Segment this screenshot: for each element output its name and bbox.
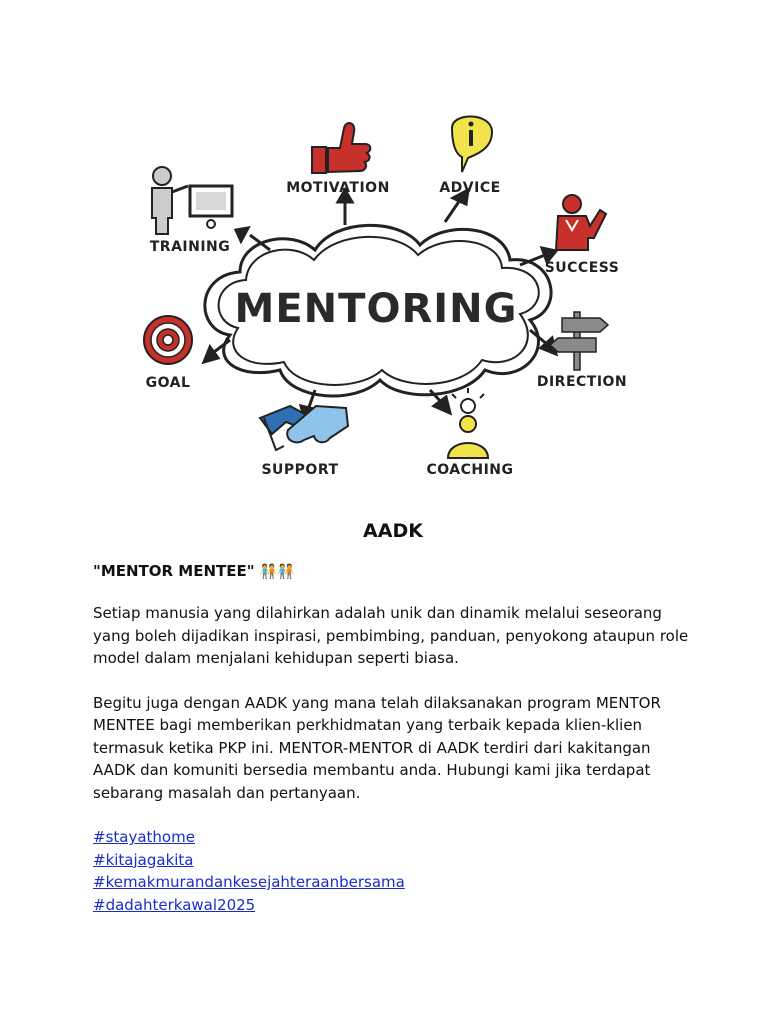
post-body [93,520,693,916]
node-label: MOTIVATION [286,180,390,196]
info-bubble-icon [452,116,492,172]
node-label: DIRECTION [536,374,628,390]
node-label: SUCCESS [544,260,620,276]
support-node [260,406,348,478]
node-label: TRAINING [149,239,231,255]
goal-node [144,316,192,391]
thumbs-up-icon [312,123,370,173]
subtitle-text: "MENTOR MENTEE" [93,562,255,580]
hashtag-link[interactable]: #kemakmurandankesejahteraanbersama [93,873,405,891]
post-title: AADK [363,520,423,542]
target-icon [144,316,192,364]
paragraph-1: Setiap manusia yang dilahirkan adalah unik dan dinamik melalui seseorang yang boleh dijadikan inspirasi, pembimbing, panduan, penyokong ataupun role model dalam menjalani kehidupan seperti biasa. [93,604,689,667]
node-label: ADVICE [439,180,501,196]
mentoring-center-label: MENTORING [234,286,518,332]
paragraph-2: Begitu juga dengan AADK yang mana telah dilaksanakan program MENTOR MENTEE bagi memberikan perkhidmatan yang terbaik kepada klien-klien termasuk ketika PKP ini. MENTOR-MENTOR di AADK terdiri dari kakitangan AADK dan komuniti bersedia membantu anda. Hubungi kami jika terdapat sebarang masalah dan pertanyaan. [93,693,661,802]
hashtag-link[interactable]: #kitajagakita [93,850,194,869]
signpost-icon [550,312,608,370]
node-label: SUPPORT [261,462,339,478]
hashtag-link[interactable]: #stayathome [93,828,195,846]
hashtag-list [93,826,693,916]
people-emoji-icon: 🧑‍🤝‍🧑🧑‍🤝‍🧑 [259,564,295,580]
winner-icon [556,195,606,250]
training-node [150,167,232,255]
mentoring-diagram [100,100,660,500]
hashtag-link[interactable]: #dadahterkawal2025 [93,895,256,914]
motivation-node [286,123,390,196]
mentoring-cloud [205,225,551,396]
mentoring-illustration [100,100,660,500]
presenter-board-icon [152,167,232,234]
success-node [545,195,620,276]
node-label: GOAL [145,375,191,391]
post-subtitle [93,562,693,580]
node-label: COACHING [426,462,514,478]
lightbulb-person-icon [448,388,488,458]
handshake-icon [260,406,348,450]
advice-node [439,116,500,196]
